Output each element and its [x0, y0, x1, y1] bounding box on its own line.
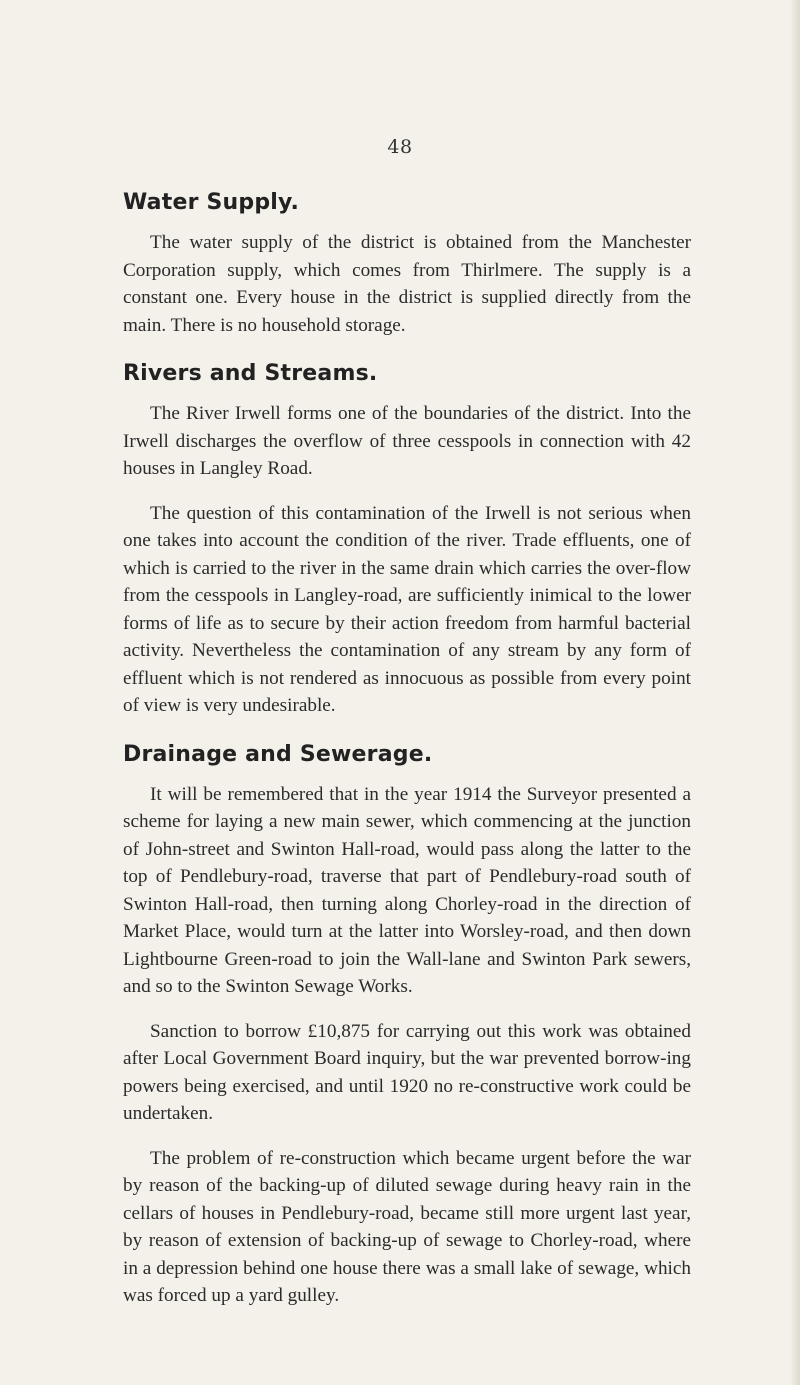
heading-rivers-and-streams: Rivers and Streams.	[123, 361, 378, 386]
page-number: 48	[387, 136, 413, 158]
heading-drainage-and-sewerage: Drainage and Sewerage.	[123, 741, 433, 767]
paragraph-drainage-2: Sanction to borrow £10,875 for carrying out this work was obtained after Local Government Board inquiry, but the war prevented borrow-ing powers being exercised, and until 1920 no re-constructive work could be undertaken.	[123, 1020, 691, 1124]
page-edge-shadow	[790, 0, 800, 1385]
page-content	[123, 190, 691, 1310]
paragraph-drainage-3: The problem of re-construction which became urgent before the war by reason of the backing-up of diluted sewage during heavy rain in the cellars of houses in Pendlebury-road, became still more urgent last year, by reason of extension of backing-up of sewage to Chorley-road, where in a depression behind one house there was a small lake of sewage, which was forced up a yard gulley.	[123, 1147, 691, 1306]
paragraph-rivers-1: The River Irwell forms one of the boundaries of the district. Into the Irwell discharges the overflow of three cesspools in connection with 42 houses in Langley Road.	[123, 403, 691, 479]
paragraph-drainage-1: It will be remembered that in the year 1914 the Surveyor presented a scheme for laying a new main sewer, which commencing at the junction of John-street and Swinton Hall-road, would pass along the latter to the top of Pendlebury-road, traverse that part of Pendlebury-road south of Swinton Hall-road, then turning along Chorley-road in the direction of Market Place, would turn at the latter into Worsley-road, and then down Lightbourne Green-road to join the Wall-lane and Swinton Park sewers, and so to the Swinton Sewage Works.	[123, 783, 691, 997]
paragraph-rivers-2: The question of this contamination of the Irwell is not serious when one takes into account the condition of the river. Trade effluents, one of which is carried to the river in the same drain which carries the over-flow from the cesspools in Langley-road, are sufficiently inimical to the lower forms of life as to secure by their action freedom from harmful bacterial activity. Nevertheless the contamination of any stream by any form of effluent which is not rendered as innocuous as possible from every point of view is very undesirable.	[123, 502, 691, 716]
heading-water-supply: Water Supply.	[123, 190, 300, 215]
paragraph-water-supply: The water supply of the district is obtained from the Manchester Corporation supply, which comes from Thirlmere. The supply is a constant one. Every house in the district is supplied directly from the main. There is no household storage.	[123, 232, 691, 336]
